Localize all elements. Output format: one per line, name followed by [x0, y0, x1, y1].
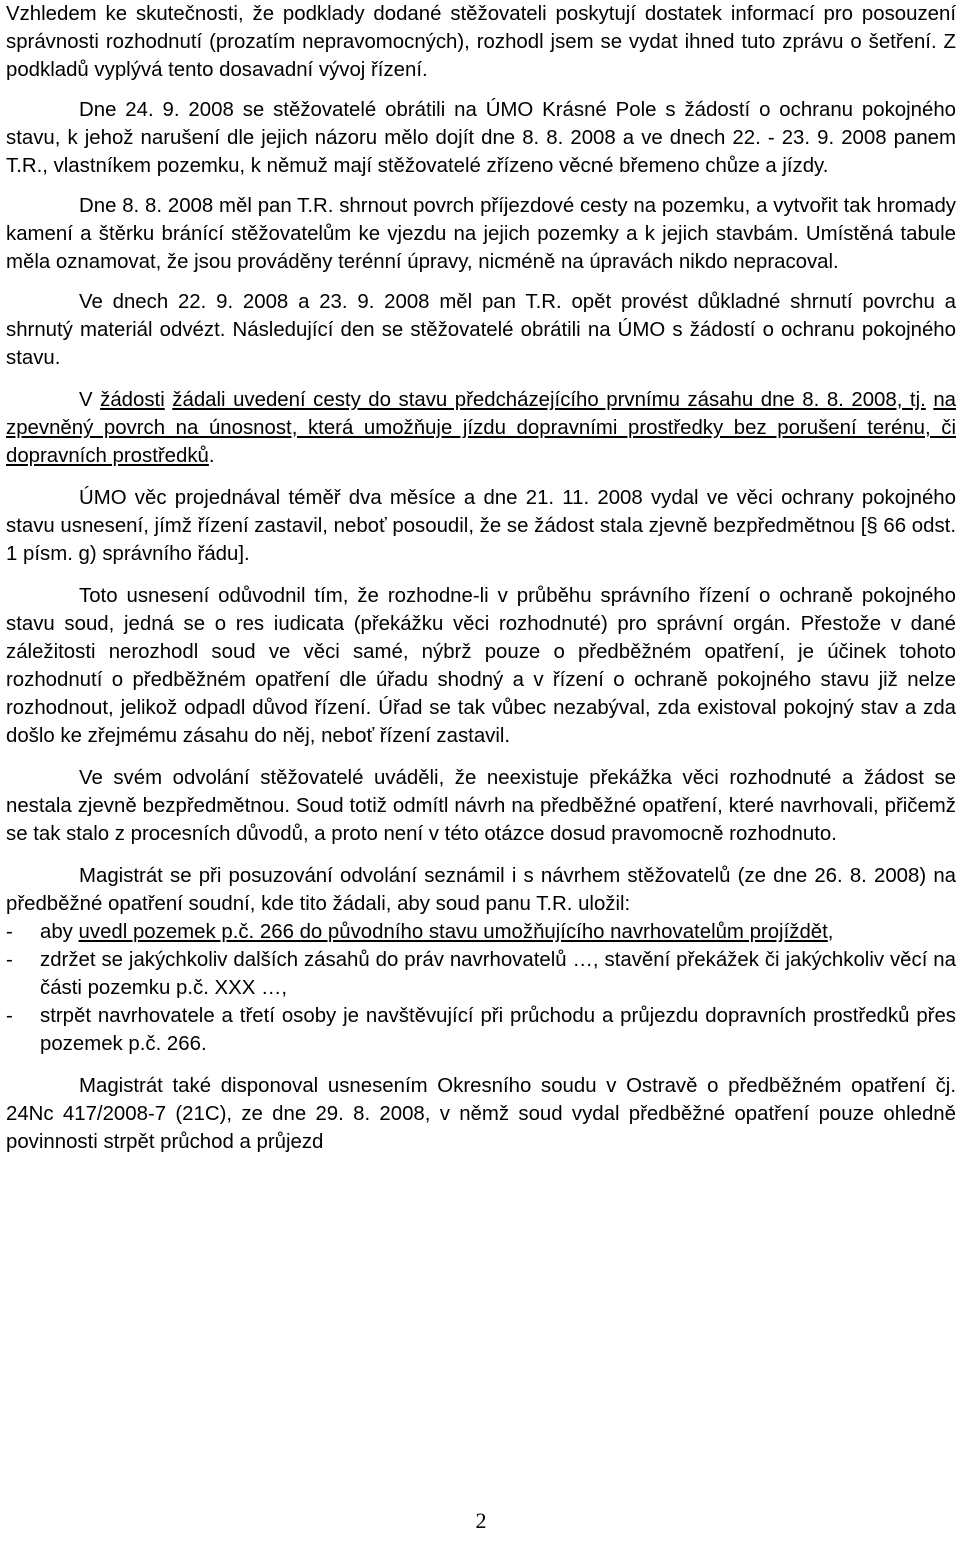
paragraph-appeal: Ve svém odvolání stěžovatelé uváděli, že neexistuje překážka věci rozhodnuté a žádost se nestala zjevně bezpředmětnou. Soud totiž odmítl návrh na předběžné opatření, které navrhovali, přičemž se tak stalo z procesních důvodů, a proto není v této otázce dosud pravomocně rozhodnuto. — [6, 767, 956, 845]
underlined-text: žádali uvedení cesty do stavu předcházejícího prvnímu zásahu dne 8. 8. 2008, tj. — [172, 389, 926, 411]
paragraph-request-24-9: Dne 24. 9. 2008 se stěžovatelé obrátili na ÚMO Krásné Pole s žádostí o ochranu pokojného stavu, k jehož narušení dle jejich názoru mělo dojít dne 8. 8. 2008 a ve dnech 22. - 23. 9. 2008 panem T.R., vlastníkem pozemku, k němuž mají stěžovatelé zřízeno věcné břemeno chůze a jízdy. — [6, 99, 956, 177]
list-item-text: zdržet se jakýchkoliv dalších zásahů do práv navrhovatelů …, stavění překážek či jakýchkoliv věcí na části pozemku p.č. XXX …, — [40, 949, 956, 999]
paragraph-event-8-8: Dne 8. 8. 2008 měl pan T.R. shrnout povrch příjezdové cesty na pozemku, a vytvořit tak hromady kamení a štěrku bránící stěžovatelům ke vjezdu na jejich pozemky a k jejich stavbám. Umístěná tabule měla oznamovat, že jsou prováděny terénní úpravy, nicméně na úpravách nikdo nepracoval. — [6, 195, 956, 273]
paragraph-intro: Vzhledem ke skutečnosti, že podklady dodané stěžovateli poskytují dostatek informací pro posouzení správnosti rozhodnutí (prozatím nepravomocných), rozhodl jsem se vydat ihned tuto zprávu o šetření. Z podkladů vyplývá tento dosavadní vývoj řízení. — [6, 3, 956, 81]
text-run: aby — [40, 921, 79, 943]
list-dash: - — [6, 1005, 13, 1027]
list-dash: - — [6, 949, 13, 971]
page-number: 2 — [475, 1508, 487, 1533]
list-item — [6, 918, 956, 946]
underlined-text: žádosti — [100, 389, 165, 411]
paragraph-event-22-9: Ve dnech 22. 9. 2008 a 23. 9. 2008 měl pan T.R. opět provést důkladné shrnutí povrchu a shrnutý materiál odvézt. Následující den se stěžovatelé obrátili na ÚMO s žádostí o ochranu pokojného stavu. — [6, 291, 956, 369]
paragraph-reasoning: Toto usnesení odůvodnil tím, že rozhodne-li v průběhu správního řízení o ochraně pokojného stavu soud, jedná se o res iudicata (překážku věci rozhodnuté) pro správní orgán. Přestože v dané záležitosti nerozhodl soud ve věci samé, nýbrž pouze o předběžném opatření, je účinek tohoto rozhodnutí o předběžném opatření dle úřadu shodný a v řízení o ochraně pokojného stavu již nelze rozhodnout, jelikož odpadl důvod řízení. Úřad se tak vůbec nezabýval, zda existoval pokojný stav a zda došlo ke zřejmému zásahu do něj, neboť řízení zastavil. — [6, 585, 956, 747]
underlined-text: na zpevněný povrch na únosnost, která umožňuje jízdu dopravními prostředky bez porušení terénu, či dopravních prostředků — [6, 389, 956, 467]
text-run: V — [79, 389, 101, 411]
court-request-list — [6, 918, 956, 1058]
text-run: . — [208, 445, 215, 467]
text-run: , — [827, 921, 834, 943]
list-item-text: strpět navrhovatele a třetí osoby je navštěvující při průchodu a průjezdu dopravních prostředků přes pozemek p.č. 266. — [40, 1005, 956, 1055]
paragraph-umo-decision: ÚMO věc projednával téměř dva měsíce a dne 21. 11. 2008 vydal ve věci ochrany pokojného stavu usnesení, jímž řízení zastavil, neboť posoudil, že se žádost stala zjevně bezpředmětnou [§ 66 odst. 1 písm. g) správního řádu]. — [6, 487, 956, 565]
document-page — [6, 0, 956, 1549]
paragraph-court-ruling: Magistrát také disponoval usnesením Okresního soudu v Ostravě o předběžném opatření čj. 24Nc 417/2008-7 (21C), ze dne 29. 8. 2008, v němž soud vydal předběžné opatření pouze ohledně povinnosti strpět průchod a průjezd — [6, 1075, 956, 1153]
paragraph-magistrate-review: Magistrát se při posuzování odvolání seznámil i s návrhem stěžovatelů (ze dne 26. 8. 2008) na předběžné opatření soudní, kde tito žádali, aby soud panu T.R. uložil: — [6, 865, 956, 915]
list-item — [6, 946, 956, 1002]
list-item — [6, 1002, 956, 1058]
underlined-text: uvedl pozemek p.č. 266 do původního stavu umožňujícího navrhovatelům projíždět — [78, 921, 828, 943]
paragraph-request-content — [6, 386, 956, 470]
list-dash: - — [6, 921, 13, 943]
